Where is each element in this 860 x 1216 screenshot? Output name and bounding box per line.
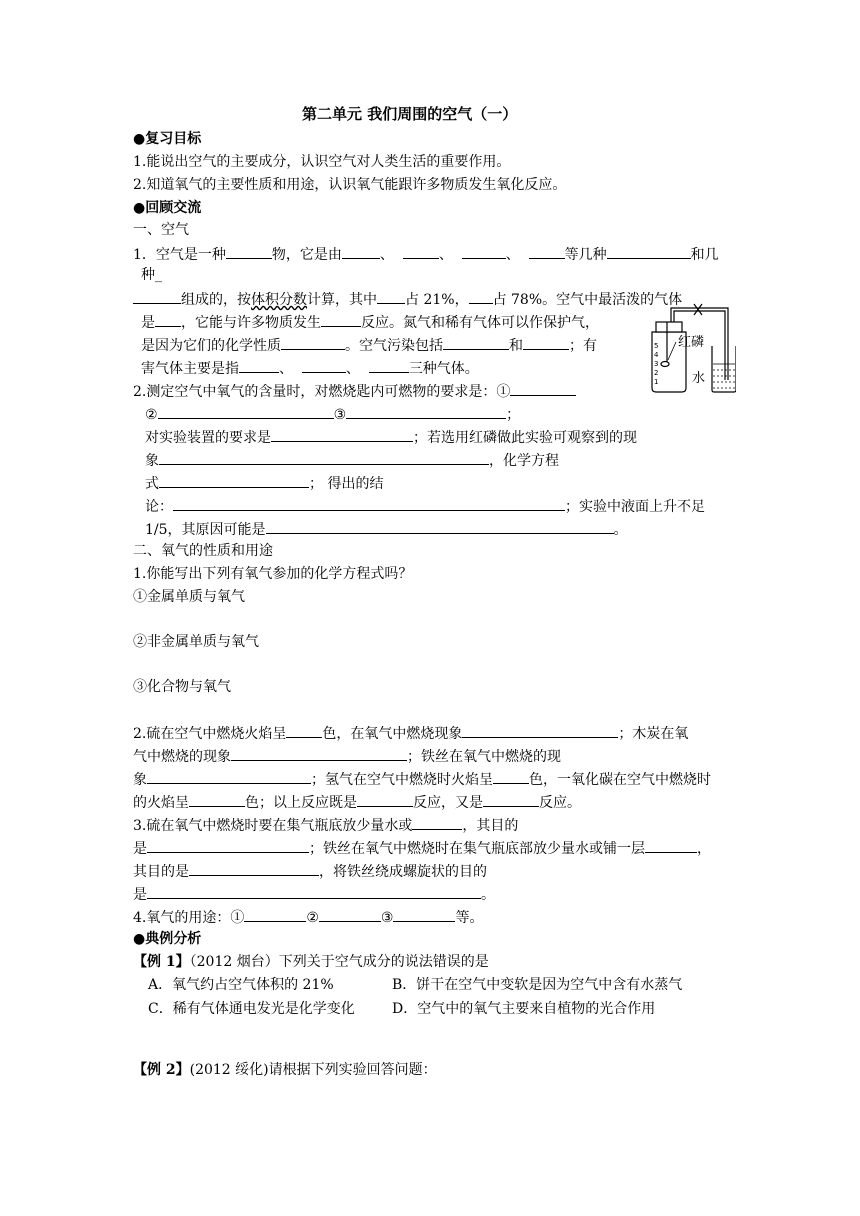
answer-blank[interactable] bbox=[403, 243, 439, 259]
answer-blank[interactable] bbox=[645, 837, 697, 853]
scale-mark-2: 2 bbox=[654, 369, 659, 377]
example-2-stem: 【例 2】(2012 绥化)请根据下列实验回答问题： bbox=[133, 1062, 437, 1078]
answer-blank[interactable] bbox=[147, 768, 311, 784]
example-1-stem: 【例 1】（2012 烟台）下列关于空气成分的说法错误的是 bbox=[133, 954, 489, 970]
beaker bbox=[712, 346, 736, 392]
answer-blank[interactable] bbox=[173, 495, 565, 511]
clamp-icon bbox=[694, 304, 702, 315]
question-1-line-1: 1．空气是一种 物，它是由 、 、 、 等几种 和几 bbox=[133, 243, 719, 265]
answer-blank[interactable] bbox=[226, 243, 272, 259]
equation-item-nonmetal: ②非金属单质与氧气 bbox=[133, 634, 259, 650]
question-2-line-3: 对实验装置的要求是 ；若选用红磷做此实验可观察到的现 bbox=[145, 426, 637, 448]
question-5-line-2: 是 ；铁丝在氧气中燃烧时在集气瓶底部放少量水或铺一层 ， bbox=[133, 837, 711, 859]
part-1-heading: 一、空气 bbox=[133, 222, 189, 238]
question-2-line-6: 论： ；实验中液面上升不足 bbox=[145, 495, 705, 517]
apparatus-diagram bbox=[640, 302, 736, 394]
answer-blank[interactable] bbox=[369, 357, 409, 373]
stopper bbox=[656, 322, 682, 332]
question-3: 1.你能写出下列有氧气参加的化学方程式吗？ bbox=[133, 566, 413, 582]
question-2-line-7: 1/5，其原因可能是 。 bbox=[145, 518, 628, 540]
answer-blank[interactable] bbox=[412, 814, 462, 830]
question-2-line-1: 2.测定空气中氧气的含量时，对燃烧匙内可燃物的要求是：① bbox=[133, 380, 576, 402]
answer-blank[interactable] bbox=[321, 311, 361, 327]
answer-blank[interactable] bbox=[159, 472, 309, 488]
scale-mark-4: 4 bbox=[654, 351, 659, 359]
answer-blank[interactable] bbox=[469, 288, 493, 304]
example-1-option-c[interactable]: C．稀有气体通电发光是化学变化 bbox=[148, 1001, 355, 1017]
answer-blank[interactable] bbox=[377, 288, 405, 304]
section-review-exchange: ●回顾交流 bbox=[133, 200, 202, 216]
equation-item-compound: ③化合物与氧气 bbox=[133, 679, 231, 695]
question-4-line-4: 的火焰呈 色；以上反应既是 反应，又是 反应。 bbox=[133, 791, 581, 813]
answer-blank[interactable] bbox=[342, 243, 380, 259]
equation-item-metal: ①金属单质与氧气 bbox=[133, 589, 245, 605]
answer-blank[interactable] bbox=[357, 791, 413, 807]
answer-blank[interactable] bbox=[266, 518, 614, 534]
answer-blank[interactable] bbox=[493, 768, 529, 784]
answer-blank[interactable] bbox=[133, 288, 181, 304]
volume-fraction-term: 体积分数 bbox=[251, 292, 307, 308]
answer-blank[interactable] bbox=[523, 334, 569, 350]
goal-1: 1.能说出空气的主要成分，认识空气对人类生活的重要作用。 bbox=[133, 154, 511, 170]
question-1-line-6: 害气体主要是指 、 、 三种气体。 bbox=[141, 357, 479, 379]
question-4-line-3: 象 ；氢气在空气中燃烧时火焰呈 色，一氧化碳在空气中燃烧时 bbox=[133, 768, 711, 790]
answer-blank[interactable] bbox=[483, 791, 539, 807]
answer-blank[interactable] bbox=[346, 403, 506, 419]
part-2-heading: 二、氧气的性质和用途 bbox=[133, 543, 273, 559]
answer-blank[interactable] bbox=[147, 883, 481, 899]
question-5-line-1: 3.硫在氧气中燃烧时要在集气瓶底放少量水或 ，其目的 bbox=[133, 814, 518, 836]
water-lines bbox=[713, 364, 735, 388]
question-1-line-2: 种_ bbox=[141, 267, 162, 283]
answer-blank[interactable] bbox=[393, 906, 455, 922]
label-red-phosphorus: 红磷 bbox=[678, 335, 705, 350]
answer-blank[interactable] bbox=[158, 403, 334, 419]
question-2-line-2: ② ③ ； bbox=[145, 403, 520, 425]
question-2-line-4: 象 ，化学方程 bbox=[145, 449, 559, 471]
answer-blank[interactable] bbox=[302, 357, 346, 373]
example-1-option-b[interactable]: B．饼干在空气中变软是因为空气中含有水蒸气 bbox=[392, 977, 683, 993]
answer-blank[interactable] bbox=[189, 860, 319, 876]
answer-blank[interactable] bbox=[155, 311, 181, 327]
example-1-option-a[interactable]: A．氧气约占空气体积的 21% bbox=[148, 977, 334, 993]
answer-blank[interactable] bbox=[189, 791, 245, 807]
answer-blank[interactable] bbox=[286, 722, 322, 738]
page-title: 第二单元 我们周围的空气（一） bbox=[302, 105, 518, 123]
example-1-tag: 【例 1】 bbox=[133, 954, 190, 970]
question-2-line-5: 式 ； 得出的结 bbox=[145, 472, 383, 494]
question-5-line-3: 其目的是 ，将铁丝绕成螺旋状的目的 bbox=[133, 860, 487, 882]
goal-2: 2.知道氧气的主要性质和用途，认识氧气能跟许多物质发生氧化反应。 bbox=[133, 177, 567, 193]
answer-blank[interactable] bbox=[443, 334, 509, 350]
answer-blank[interactable] bbox=[231, 745, 407, 761]
answer-blank[interactable] bbox=[271, 426, 413, 442]
example-1-option-d[interactable]: D．空气中的氧气主要来自植物的光合作用 bbox=[392, 1001, 656, 1017]
question-4-line-1: 2.硫在空气中燃烧火焰呈 色，在氧气中燃烧现象 ；木炭在氧 bbox=[133, 722, 688, 744]
label-water: 水 bbox=[692, 371, 706, 386]
answer-blank[interactable] bbox=[529, 243, 565, 259]
scale-mark-1: 1 bbox=[654, 378, 659, 386]
answer-blank[interactable] bbox=[244, 906, 306, 922]
question-1-line-4: 是 ，它能与许多物质发生 反应。氮气和稀有气体可以作保护气， bbox=[141, 311, 599, 333]
answer-blank[interactable] bbox=[159, 449, 489, 465]
answer-blank[interactable] bbox=[281, 334, 345, 350]
answer-blank[interactable] bbox=[510, 380, 576, 396]
question-1-line-3: 组成的，按体积分数计算，其中 占 21%， 占 78%。空气中最活泼的气体 bbox=[133, 288, 682, 310]
answer-blank[interactable] bbox=[462, 722, 618, 738]
section-example-analysis: ●典例分析 bbox=[133, 931, 202, 947]
answer-blank[interactable] bbox=[607, 243, 691, 259]
question-4-line-2: 气中燃烧的现象 ；铁丝在氧气中燃烧的现 bbox=[133, 745, 561, 767]
section-review-goals: ●复习目标 bbox=[133, 131, 202, 147]
scale-mark-3: 3 bbox=[654, 360, 659, 368]
answer-blank[interactable] bbox=[239, 357, 279, 373]
scale-mark-5: 5 bbox=[654, 342, 659, 350]
question-1-line-5: 是因为它们的化学性质 。空气污染包括 和 ；有 bbox=[141, 334, 597, 356]
question-6: 4.氧气的用途：① ② ③ 等。 bbox=[133, 906, 483, 928]
answer-blank[interactable] bbox=[147, 837, 309, 853]
answer-blank[interactable] bbox=[462, 243, 506, 259]
answer-blank[interactable] bbox=[319, 906, 381, 922]
example-2-tag: 【例 2】 bbox=[133, 1062, 190, 1078]
question-5-line-4: 是 。 bbox=[133, 883, 495, 905]
